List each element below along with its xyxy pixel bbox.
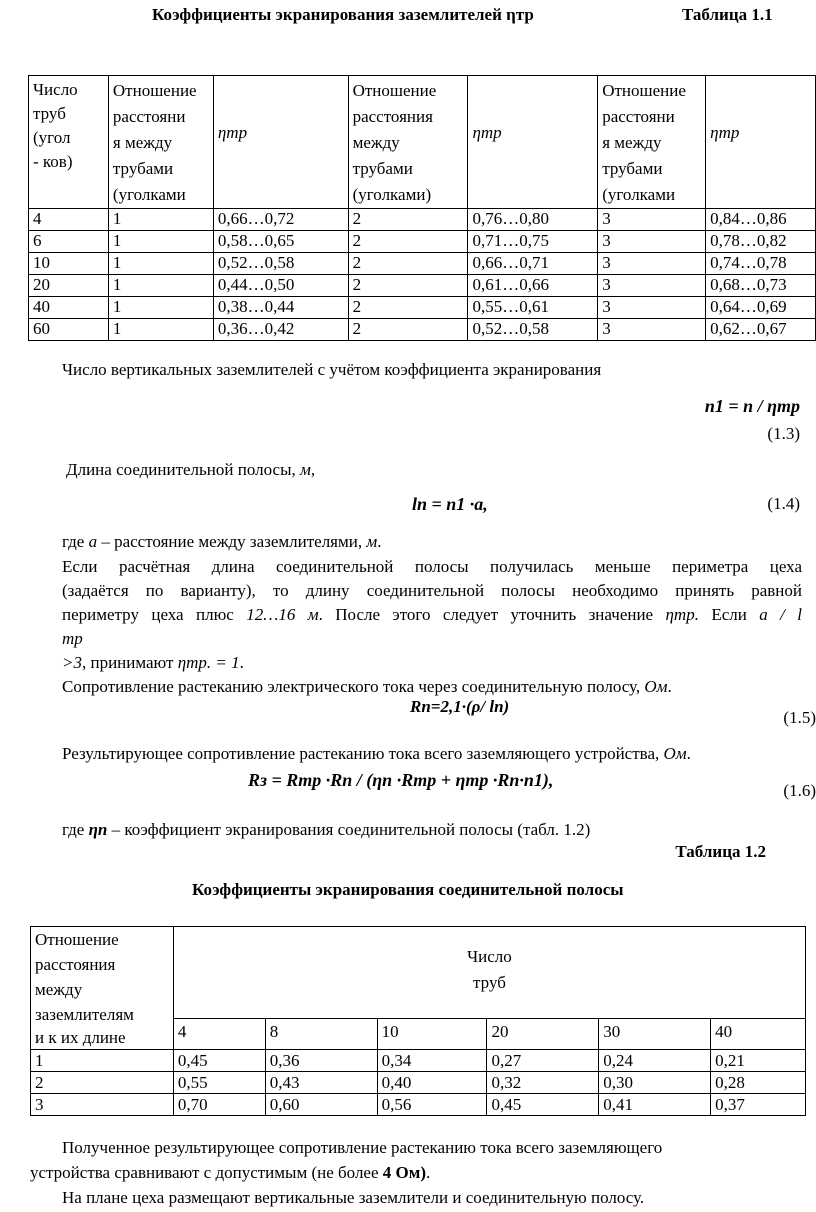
paragraph-strip-length: [66, 458, 806, 482]
table-cell: 3: [598, 209, 706, 231]
table2-header-row: [31, 927, 806, 1019]
paragraph-vertical-count: Число вертикальных заземлителей с учётом коэффициента экранирования: [62, 360, 602, 379]
table-cell: 0,40: [377, 1072, 487, 1094]
table-cell: 0,36…0,42: [213, 319, 348, 341]
paragraph-perimeter-line2: (задаётся по варианту), то длину соединительной полосы необходимо принять равной: [62, 581, 802, 600]
table2-count-cell: 30: [599, 1019, 711, 1050]
table-cell: 2: [348, 275, 468, 297]
table-cell: 2: [348, 231, 468, 253]
table-cell: 0,78…0,82: [706, 231, 816, 253]
formula-1-3-number: (1.3): [767, 424, 800, 443]
table2-label: Таблица 1.2: [675, 842, 766, 861]
paragraph-perimeter-line1: Если расчётная длина соединительной полосы получилась меньше периметра цеха: [62, 557, 802, 576]
header-line: Отношение: [112, 81, 197, 100]
text-span: Сопротивление растеканию электрического тока через соединительную полосу,: [62, 677, 645, 696]
header-line: Число: [33, 80, 78, 99]
table-cell: 0,55: [173, 1072, 265, 1094]
text-span: .: [377, 532, 382, 551]
table-cell: 1: [108, 319, 213, 341]
table-cell: 3: [598, 253, 706, 275]
formula-1-4-number: (1.4): [767, 494, 800, 513]
table-cell: 0,58…0,65: [213, 231, 348, 253]
header-line: Число: [467, 947, 512, 966]
eta-symbol: ηтр.: [665, 605, 699, 624]
table-cell: 1: [108, 253, 213, 275]
formula-1-3: n1 = n / ηтр: [704, 396, 800, 416]
table-cell: 0,52…0,58: [468, 319, 598, 341]
text-span: . После этого следует уточнить значение: [318, 605, 666, 624]
text-span: ηтр. = 1: [177, 653, 240, 672]
header-line: трубами: [602, 159, 663, 178]
header-line: труб: [33, 104, 66, 123]
table-cell: 0,34: [377, 1050, 487, 1072]
unit: Ом: [644, 677, 668, 696]
header-line: (уголками: [602, 185, 676, 204]
table2: [30, 926, 806, 1116]
table-row: [29, 297, 816, 319]
table-row: [31, 1094, 806, 1116]
header-line: (уголками): [352, 185, 432, 204]
table1-header-eta-1: ηтр: [213, 76, 348, 209]
table-cell: 0,66…0,71: [468, 253, 598, 275]
header-line: Отношение: [35, 930, 119, 949]
table-cell: 1: [108, 209, 213, 231]
table1-header-eta-2: ηтр: [468, 76, 598, 209]
table2-title: Коэффициенты экранирования соединительной полосы: [192, 880, 624, 899]
text-span: где: [62, 820, 89, 839]
table-row: [31, 1050, 806, 1072]
text-span: .: [667, 677, 672, 696]
table1-label: Таблица 1.1: [682, 5, 773, 24]
paragraph-where-a: [62, 530, 802, 554]
table-cell: 2: [348, 319, 468, 341]
header-line: расстояния: [352, 107, 433, 126]
table2-count-cell: 40: [711, 1019, 806, 1050]
table-cell: 0,55…0,61: [468, 297, 598, 319]
header-line: расстояни: [602, 107, 675, 126]
table-row: [29, 319, 816, 341]
table-cell: 2: [348, 253, 468, 275]
table-cell: 2: [31, 1072, 174, 1094]
table2-count-cell: 8: [265, 1019, 377, 1050]
table-cell: 0,21: [711, 1050, 806, 1072]
header-line: (уголками: [112, 185, 186, 204]
header-line: труб: [473, 973, 506, 992]
text-span: периметру цеха плюс: [62, 605, 247, 624]
table-cell: 0,64…0,69: [706, 297, 816, 319]
table1-header-row: [29, 76, 816, 209]
formula-1-5-number: (1.5): [783, 708, 816, 727]
table-cell: 1: [108, 297, 213, 319]
table-cell: 4: [29, 209, 109, 231]
variable: ηп: [88, 820, 108, 839]
header-line: я между: [112, 133, 173, 152]
text-span: Длина соединительной полосы,: [66, 460, 300, 479]
formula-1-6: Rз = Rтр ·Rп / (ηп ·Rтр + ηтр ·Rп·n1),: [248, 770, 554, 790]
table-cell: 3: [598, 297, 706, 319]
table-cell: 0,84…0,86: [706, 209, 816, 231]
table-cell: 0,71…0,75: [468, 231, 598, 253]
table-cell: 40: [29, 297, 109, 319]
formula-1-6-number: (1.6): [783, 781, 816, 800]
table-cell: 0,45: [487, 1094, 599, 1116]
text-span: .: [426, 1163, 431, 1182]
header-line: (угол: [33, 128, 71, 147]
variable: а: [88, 532, 98, 551]
table-cell: 3: [598, 231, 706, 253]
header-line: заземлителям: [35, 1005, 134, 1024]
header-line: Отношение: [352, 81, 437, 100]
table-row: [29, 209, 816, 231]
table-row: [29, 253, 816, 275]
table-cell: 0,52…0,58: [213, 253, 348, 275]
table-cell: 0,43: [265, 1072, 377, 1094]
table-cell: 0,60: [265, 1094, 377, 1116]
header-line: - ков): [33, 152, 73, 171]
table-cell: 0,56: [377, 1094, 487, 1116]
table-cell: 0,74…0,78: [706, 253, 816, 275]
table2-count-cell: 4: [173, 1019, 265, 1050]
text-span: – коэффициент экранирования соединительной полосы (табл. 1.2): [107, 820, 591, 839]
table1-header-ratio-2: [348, 76, 468, 209]
table-cell: 0,62…0,67: [706, 319, 816, 341]
table-cell: 0,61…0,66: [468, 275, 598, 297]
paragraph-plan: На плане цеха размещают вертикальные заземлители и соединительную полосу.: [62, 1188, 645, 1207]
paragraph-compare-line2: [30, 1161, 770, 1185]
paragraph-compare-line1: Полученное результирующее сопротивление растеканию тока всего заземляющего: [62, 1138, 663, 1157]
header-line: трубами: [352, 159, 413, 178]
formula-1-5: Rп=2,1·(ρ/ lп): [410, 697, 510, 716]
table-cell: 3: [598, 275, 706, 297]
table-cell: 0,41: [599, 1094, 711, 1116]
text-span: .: [686, 744, 691, 763]
paragraph-perimeter-line4: тр: [62, 629, 83, 648]
table1-title: Коэффициенты экранирования заземлителей ηтр: [152, 5, 534, 24]
text-span: >3: [62, 653, 82, 672]
text-span: Результирующее сопротивление растеканию тока всего заземляющего устройства,: [62, 744, 664, 763]
table-row: [29, 231, 816, 253]
table-cell: 0,44…0,50: [213, 275, 348, 297]
table-cell: 0,27: [487, 1050, 599, 1072]
table-cell: 0,38…0,44: [213, 297, 348, 319]
table1-header-count: [29, 76, 109, 209]
text-span: устройства сравнивают с допустимым (не более: [30, 1163, 383, 1182]
table-cell: 60: [29, 319, 109, 341]
header-line: между: [352, 133, 400, 152]
table-row: [29, 275, 816, 297]
table1-header-ratio-3: [598, 76, 706, 209]
table-row: [31, 1072, 806, 1094]
table2-count-cell: 10: [377, 1019, 487, 1050]
table-cell: 0,24: [599, 1050, 711, 1072]
unit: м: [366, 532, 378, 551]
table1: [28, 75, 816, 341]
formula-1-4: lп = n1 ·а,: [412, 494, 488, 514]
table-cell: 6: [29, 231, 109, 253]
text-span: 12…16 м: [246, 605, 319, 624]
table1-header-ratio-1: [108, 76, 213, 209]
table1-header-eta-3: ηтр: [706, 76, 816, 209]
table-cell: 10: [29, 253, 109, 275]
paragraph-perimeter-line5: [62, 651, 802, 675]
text-span: Если: [698, 605, 760, 624]
table-cell: 0,66…0,72: [213, 209, 348, 231]
table-cell: 0,30: [599, 1072, 711, 1094]
table-cell: 0,70: [173, 1094, 265, 1116]
table-cell: 2: [348, 297, 468, 319]
table-cell: 3: [31, 1094, 174, 1116]
text-span: , принимают: [81, 653, 178, 672]
table-cell: 1: [108, 275, 213, 297]
table2-count-cell: 20: [487, 1019, 599, 1050]
table-cell: 0,68…0,73: [706, 275, 816, 297]
unit: Ом: [663, 744, 687, 763]
table2-header-count: [173, 927, 805, 1019]
table-cell: 3: [598, 319, 706, 341]
table-cell: 0,36: [265, 1050, 377, 1072]
header-line: расстояни: [112, 107, 186, 126]
unit: м: [300, 460, 311, 479]
paragraph-total-resistance: [62, 742, 802, 766]
table-cell: 1: [108, 231, 213, 253]
header-line: трубами: [112, 159, 174, 178]
header-line: Отношение: [602, 81, 686, 100]
table-cell: 0,76…0,80: [468, 209, 598, 231]
paragraph-strip-resistance: [62, 675, 802, 699]
text-span: а / l: [759, 605, 803, 624]
table-cell: 1: [31, 1050, 174, 1072]
table-cell: 0,45: [173, 1050, 265, 1072]
text-span: .: [239, 653, 244, 672]
text-span: где: [62, 532, 89, 551]
paragraph-perimeter-line3: [62, 603, 802, 627]
table2-header-ratio: [31, 927, 174, 1050]
table-cell: 0,37: [711, 1094, 806, 1116]
table-cell: 0,32: [487, 1072, 599, 1094]
table-cell: 2: [348, 209, 468, 231]
header-line: расстояния: [35, 955, 116, 974]
paragraph-where-eta: [62, 818, 802, 842]
text-span: ,: [310, 460, 316, 479]
header-line: и к их длине: [35, 1028, 126, 1047]
text-span: 4 Ом): [382, 1163, 426, 1182]
text-span: – расстояние между заземлителями,: [97, 532, 367, 551]
table-cell: 0,28: [711, 1072, 806, 1094]
table-cell: 20: [29, 275, 109, 297]
header-line: я между: [602, 133, 662, 152]
header-line: между: [35, 980, 83, 999]
